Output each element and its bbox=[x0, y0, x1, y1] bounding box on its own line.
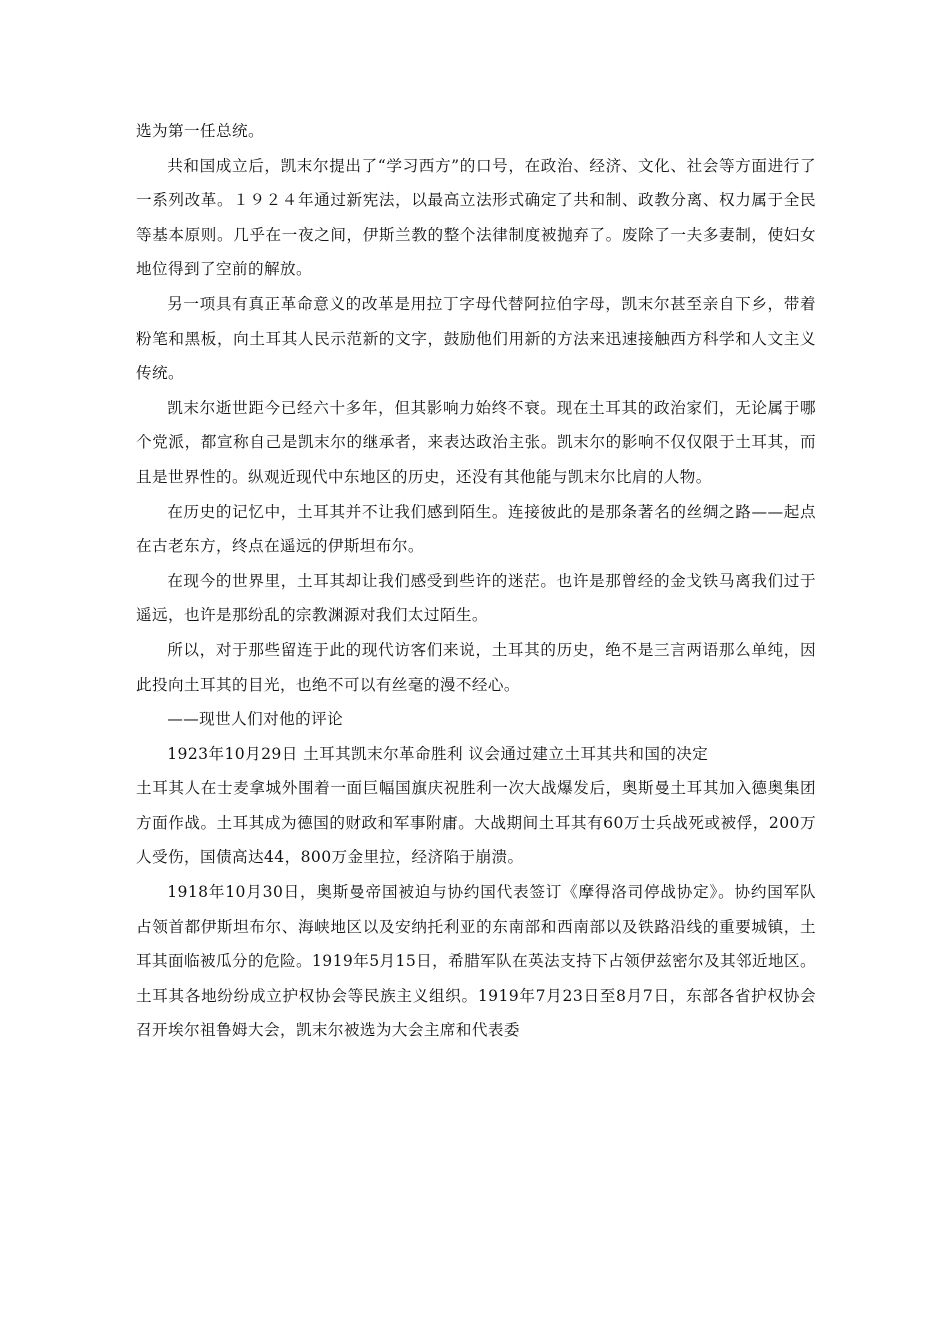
paragraph-date-heading: 1923年10月29日 土耳其凯末尔革命胜利 议会通过建立土耳其共和国的决定 bbox=[167, 744, 709, 763]
paragraph-modern-world: 在现今的世界里，土耳其却让我们感受到些许的迷茫。也许是那曾经的金戈铁马离我们过于遥远，也许是那纷乱的宗教渊源对我们太过陌生。 bbox=[136, 571, 816, 625]
paragraph-silk-road: 在历史的记忆中，土耳其并不让我们感到陌生。连接彼此的是那条著名的丝绸之路——起点在古老东方，终点在遥远的伊斯坦布尔。 bbox=[136, 502, 816, 556]
paragraph-reforms: 共和国成立后，凯末尔提出了“学习西方”的口号，在政治、经济、文化、社会等方面进行了一系列改革。１９２４年通过新宪法，以最高立法形式确定了共和制、政教分离、权力属于全民等基本原则。几乎在一夜之间，伊斯兰教的整个法律制度被抛弃了。废除了一夫多妻制，使妇女地位得到了空前的解放。 bbox=[136, 156, 816, 279]
paragraph-visitors: 所以，对于那些留连于此的现代访客们来说，土耳其的历史，绝不是三言两语那么单纯，因此投向土耳其的目光，也绝不可以有丝毫的漫不经心。 bbox=[136, 640, 816, 694]
paragraph-continuation: 选为第一任总统。 bbox=[136, 122, 264, 140]
paragraph-influence: 凯末尔逝世距今已经六十多年，但其影响力始终不衰。现在土耳其的政治家们，无论属于哪个党派，都宣称自己是凯末尔的继承者，来表达政治主张。凯末尔的影响不仅仅限于土耳其，而且是世界性的。纵观近现代中东地区的历史，还没有其他能与凯末尔比肩的人物。 bbox=[136, 398, 816, 486]
paragraph-ww1: 土耳其人在士麦拿城外围着一面巨幅国旗庆祝胜利一次大战爆发后，奥斯曼土耳其加入德奥集团方面作战。土耳其成为德国的财政和军事附庸。大战期间土耳其有60万士兵战死或被俘，200万人受伤，国债高达44，800万金里拉，经济陷于崩溃。 bbox=[136, 779, 816, 867]
paragraph-attribution: ——现世人们对他的评论 bbox=[167, 710, 344, 729]
document-page bbox=[136, 114, 816, 1048]
paragraph-latin-alphabet: 另一项具有真正革命意义的改革是用拉丁字母代替阿拉伯字母，凯末尔甚至亲自下乡，带着粉笔和黑板，向土耳其人民示范新的文字，鼓励他们用新的方法来迅速接触西方科学和人文主义传统。 bbox=[136, 294, 816, 383]
paragraph-armistice: 1918年10月30日，奥斯曼帝国被迫与协约国代表签订《摩得洛司停战协定》。协约国军队占领首都伊斯坦布尔、海峡地区以及安纳托利亚的东南部和西南部以及铁路沿线的重要城镇，土耳其面临被瓜分的危险。1919年5月15日，希腊军队在英法支持下占领伊兹密尔及其邻近地区。土耳其各地纷纷成立护权协会等民族主义组织。1919年7月23日至8月7日，东部各省护权协会召开埃尔祖鲁姆大会，凯末尔被选为大会主席和代表委 bbox=[136, 883, 817, 1040]
